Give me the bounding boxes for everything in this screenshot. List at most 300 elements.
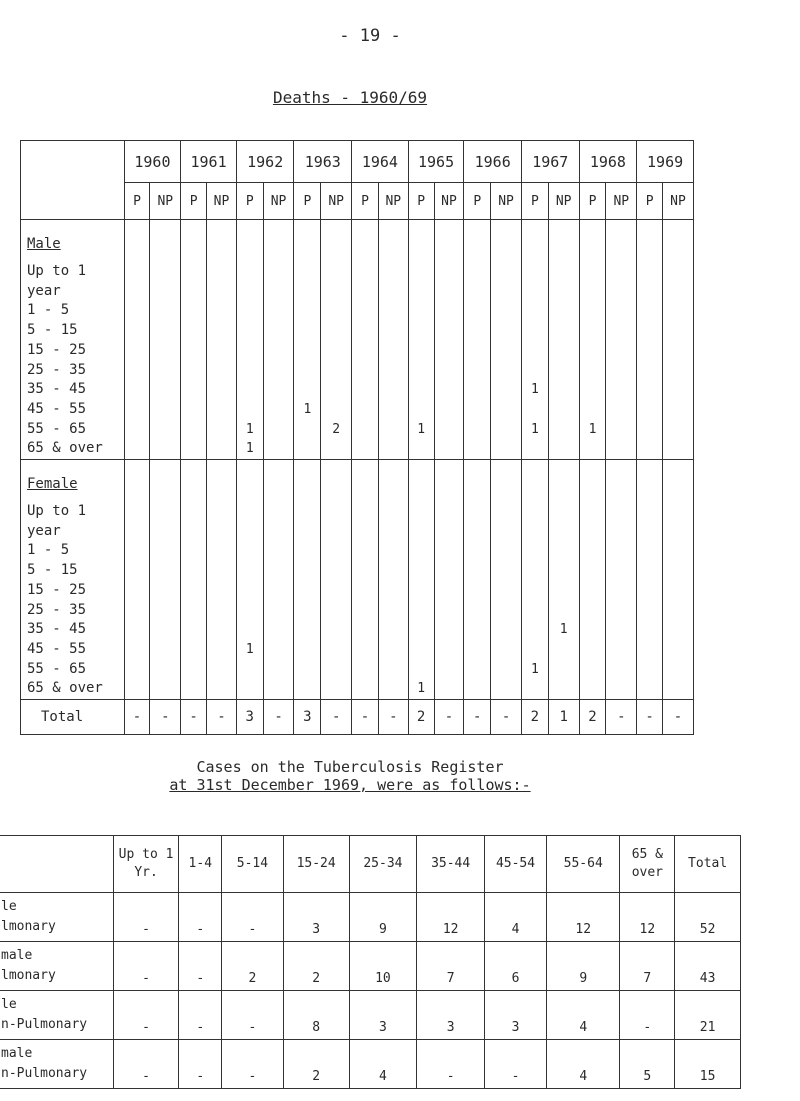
death-count xyxy=(663,679,693,699)
death-count xyxy=(606,341,636,361)
death-count xyxy=(435,282,464,302)
death-count xyxy=(294,640,320,660)
death-count xyxy=(294,522,320,542)
total-cell: - xyxy=(663,700,694,735)
subcolumn-header: P xyxy=(521,183,548,220)
death-count xyxy=(663,581,693,601)
death-count xyxy=(237,262,263,282)
death-count xyxy=(409,282,434,302)
death-count xyxy=(464,640,490,660)
death-count xyxy=(150,321,180,341)
age-group-label: 25 - 35 xyxy=(27,361,87,378)
death-count xyxy=(580,301,606,321)
death-count xyxy=(181,341,206,361)
year-header: 1963 xyxy=(294,141,352,183)
death-count-cell xyxy=(352,460,379,700)
death-count xyxy=(237,660,263,680)
death-count-cell xyxy=(548,460,579,700)
death-count xyxy=(637,620,662,640)
death-count xyxy=(464,360,490,380)
death-count xyxy=(379,581,408,601)
death-count xyxy=(150,420,180,440)
death-count xyxy=(237,600,263,620)
death-count xyxy=(663,541,693,561)
death-count xyxy=(663,561,693,581)
death-count xyxy=(125,262,150,282)
tb-count-cell: 9 xyxy=(349,893,417,942)
death-count xyxy=(321,679,351,699)
year-header: 1965 xyxy=(408,141,464,183)
death-count-cell xyxy=(236,220,263,460)
death-count xyxy=(637,400,662,420)
tb-count-cell: 4 xyxy=(485,893,547,942)
death-count xyxy=(606,640,636,660)
death-count xyxy=(181,380,206,400)
death-count xyxy=(207,301,236,321)
death-count: 1 xyxy=(588,421,597,437)
death-count xyxy=(491,581,521,601)
death-count xyxy=(663,380,693,400)
death-count xyxy=(663,341,693,361)
death-count xyxy=(435,420,464,440)
death-count xyxy=(150,660,180,680)
death-count xyxy=(580,541,606,561)
death-count xyxy=(663,620,693,640)
death-count xyxy=(663,262,693,282)
death-count xyxy=(125,660,150,680)
death-count-cell xyxy=(579,460,606,700)
death-count xyxy=(237,321,263,341)
total-cell: - xyxy=(150,700,181,735)
death-count xyxy=(663,600,693,620)
death-count xyxy=(264,522,294,542)
death-count xyxy=(379,262,408,282)
tb-count-cell: - xyxy=(113,942,179,991)
male-labels-cell xyxy=(21,220,125,460)
death-count xyxy=(207,439,236,459)
death-count-cell xyxy=(408,220,434,460)
death-count xyxy=(549,640,579,660)
death-count xyxy=(491,640,521,660)
tb-count-cell: 43 xyxy=(675,942,741,991)
death-count xyxy=(606,380,636,400)
death-count xyxy=(237,502,263,522)
year-header: 1960 xyxy=(124,141,181,183)
death-count xyxy=(352,439,378,459)
age-range-header: 15-24 xyxy=(283,836,349,893)
death-count xyxy=(522,282,548,302)
death-count xyxy=(207,581,236,601)
age-group-label: Up to 1 xyxy=(27,503,87,520)
death-count xyxy=(294,660,320,680)
death-count xyxy=(181,541,206,561)
death-count xyxy=(379,439,408,459)
death-count xyxy=(150,360,180,380)
death-count xyxy=(150,679,180,699)
death-count xyxy=(207,400,236,420)
subcolumn-header: NP xyxy=(434,183,464,220)
age-group-label: year xyxy=(27,522,61,539)
death-count xyxy=(352,380,378,400)
death-count xyxy=(663,522,693,542)
age-group-label: 65 & over xyxy=(27,680,103,697)
death-count xyxy=(435,262,464,282)
tb-count-cell: - xyxy=(179,893,222,942)
death-count xyxy=(125,420,150,440)
death-count xyxy=(352,522,378,542)
death-count xyxy=(150,600,180,620)
tb-count-cell: - xyxy=(620,991,675,1040)
death-count xyxy=(321,600,351,620)
death-count xyxy=(181,262,206,282)
death-count xyxy=(207,620,236,640)
death-count xyxy=(321,502,351,522)
death-count-cell xyxy=(434,220,464,460)
death-count xyxy=(522,502,548,522)
death-count xyxy=(606,400,636,420)
age-range-header: 45-54 xyxy=(485,836,547,893)
death-count xyxy=(264,541,294,561)
year-header: 1967 xyxy=(521,141,579,183)
death-count xyxy=(491,600,521,620)
death-count xyxy=(409,400,434,420)
death-count xyxy=(491,321,521,341)
death-count xyxy=(663,282,693,302)
tb-category-label: male n-Pulmonary xyxy=(0,1040,113,1089)
death-count xyxy=(264,341,294,361)
tb-count-cell: - xyxy=(179,991,222,1040)
death-count-cell xyxy=(150,220,181,460)
death-count xyxy=(150,541,180,561)
age-range-header: 65 & over xyxy=(620,836,675,893)
death-count xyxy=(491,561,521,581)
subcolumn-header: P xyxy=(352,183,379,220)
death-count xyxy=(580,522,606,542)
death-count-cell xyxy=(434,460,464,700)
death-count xyxy=(150,341,180,361)
death-count xyxy=(321,301,351,321)
death-count xyxy=(606,620,636,640)
death-count xyxy=(580,400,606,420)
death-count xyxy=(663,640,693,660)
subcolumn-header: P xyxy=(464,183,491,220)
death-count xyxy=(264,600,294,620)
tb-count-cell: 3 xyxy=(485,991,547,1040)
death-count xyxy=(663,420,693,440)
tb-count-cell: - xyxy=(179,942,222,991)
death-count xyxy=(606,679,636,699)
male-section-row xyxy=(21,220,694,460)
deaths-table xyxy=(20,140,694,735)
total-cell: - xyxy=(263,700,294,735)
death-count xyxy=(435,679,464,699)
total-cell: - xyxy=(378,700,408,735)
death-count xyxy=(409,439,434,459)
subcolumn-header: P xyxy=(408,183,434,220)
death-count xyxy=(549,522,579,542)
death-count xyxy=(409,301,434,321)
death-count xyxy=(435,561,464,581)
death-count xyxy=(435,640,464,660)
age-range-header: 5-14 xyxy=(222,836,284,893)
death-count xyxy=(522,679,548,699)
death-count xyxy=(321,282,351,302)
death-count xyxy=(150,522,180,542)
year-header: 1964 xyxy=(352,141,409,183)
death-count xyxy=(491,262,521,282)
death-count xyxy=(352,321,378,341)
tb-title-line2: at 31st December 1969, were as follows:- xyxy=(169,776,531,794)
tb-category-label: le n-Pulmonary xyxy=(0,991,113,1040)
death-count xyxy=(125,282,150,302)
death-count xyxy=(150,561,180,581)
age-group-label: 65 & over xyxy=(27,440,103,457)
death-count xyxy=(294,600,320,620)
subcolumn-header: NP xyxy=(663,183,694,220)
death-count xyxy=(321,321,351,341)
death-count xyxy=(522,262,548,282)
death-count xyxy=(294,502,320,522)
death-count xyxy=(580,581,606,601)
death-count xyxy=(264,640,294,660)
death-count xyxy=(409,321,434,341)
death-count xyxy=(549,541,579,561)
tb-count-cell: - xyxy=(222,991,284,1040)
death-count xyxy=(464,561,490,581)
age-range-header: 35-44 xyxy=(417,836,485,893)
death-count xyxy=(435,620,464,640)
death-count xyxy=(150,502,180,522)
death-count-cell xyxy=(464,220,491,460)
death-count xyxy=(264,620,294,640)
death-count-cell xyxy=(663,460,694,700)
subcolumn-header: P xyxy=(236,183,263,220)
death-count-cell xyxy=(521,220,548,460)
death-count xyxy=(125,360,150,380)
death-count xyxy=(294,380,320,400)
death-count xyxy=(150,400,180,420)
death-count xyxy=(606,360,636,380)
death-count xyxy=(181,439,206,459)
death-count: 1 xyxy=(245,421,254,437)
death-count xyxy=(435,581,464,601)
death-count xyxy=(352,341,378,361)
tb-count-cell: 15 xyxy=(675,1040,741,1089)
death-count xyxy=(264,581,294,601)
death-count xyxy=(549,581,579,601)
death-count xyxy=(237,541,263,561)
death-count xyxy=(663,321,693,341)
death-count xyxy=(207,522,236,542)
total-cell: 3 xyxy=(294,700,321,735)
death-count xyxy=(207,420,236,440)
death-count xyxy=(606,301,636,321)
death-count xyxy=(637,502,662,522)
death-count xyxy=(549,502,579,522)
death-count xyxy=(522,400,548,420)
death-count xyxy=(435,341,464,361)
corner-cell xyxy=(21,141,125,220)
death-count xyxy=(352,541,378,561)
death-count xyxy=(207,502,236,522)
death-count xyxy=(150,282,180,302)
death-count xyxy=(321,541,351,561)
death-count xyxy=(321,581,351,601)
death-count xyxy=(181,620,206,640)
death-count xyxy=(321,341,351,361)
death-count xyxy=(181,660,206,680)
tb-count-cell: 8 xyxy=(283,991,349,1040)
subcolumn-header: P xyxy=(637,183,663,220)
death-count xyxy=(150,262,180,282)
age-group-label: 1 - 5 xyxy=(27,302,70,319)
death-count-cell xyxy=(124,460,150,700)
death-count xyxy=(580,600,606,620)
death-count xyxy=(181,561,206,581)
death-count xyxy=(549,600,579,620)
death-count xyxy=(464,502,490,522)
death-count xyxy=(606,660,636,680)
death-count xyxy=(352,640,378,660)
death-count xyxy=(150,581,180,601)
death-count xyxy=(321,620,351,640)
death-count xyxy=(321,360,351,380)
death-count xyxy=(549,301,579,321)
death-count xyxy=(150,640,180,660)
death-count xyxy=(379,321,408,341)
death-count xyxy=(491,439,521,459)
tb-count-cell: - xyxy=(417,1040,485,1089)
tb-count-cell: 9 xyxy=(547,942,620,991)
death-count xyxy=(464,522,490,542)
death-count xyxy=(379,660,408,680)
tb-count-cell: 3 xyxy=(283,893,349,942)
total-cell: 2 xyxy=(521,700,548,735)
death-count xyxy=(549,400,579,420)
age-group-label: 45 - 55 xyxy=(27,640,87,657)
death-count xyxy=(352,400,378,420)
death-count xyxy=(125,600,150,620)
death-count xyxy=(549,380,579,400)
death-count xyxy=(294,282,320,302)
death-count xyxy=(181,400,206,420)
death-count xyxy=(522,541,548,561)
death-count xyxy=(522,620,548,640)
death-count xyxy=(125,640,150,660)
death-count xyxy=(580,660,606,680)
death-count xyxy=(606,321,636,341)
tb-count-cell: 10 xyxy=(349,942,417,991)
death-count xyxy=(549,282,579,302)
tb-count-cell: - xyxy=(222,1040,284,1089)
death-count xyxy=(181,360,206,380)
total-cell: - xyxy=(352,700,379,735)
death-count xyxy=(264,400,294,420)
death-count xyxy=(580,282,606,302)
death-count xyxy=(580,262,606,282)
death-count-cell xyxy=(321,220,352,460)
death-count xyxy=(549,420,579,440)
death-count xyxy=(379,282,408,302)
tb-count-cell: - xyxy=(485,1040,547,1089)
tb-title-line1: Cases on the Tuberculosis Register xyxy=(196,758,504,776)
death-count xyxy=(237,341,263,361)
death-count xyxy=(491,679,521,699)
death-count xyxy=(522,439,548,459)
tb-count-cell: 4 xyxy=(547,991,620,1040)
death-count xyxy=(522,581,548,601)
death-count xyxy=(207,660,236,680)
death-count xyxy=(181,581,206,601)
death-count xyxy=(181,600,206,620)
death-count xyxy=(294,420,320,440)
death-count xyxy=(207,541,236,561)
subcolumn-header: P xyxy=(124,183,150,220)
death-count xyxy=(606,581,636,601)
death-count xyxy=(491,400,521,420)
tb-data-row xyxy=(0,893,741,942)
death-count xyxy=(264,660,294,680)
death-count xyxy=(464,282,490,302)
death-count xyxy=(264,502,294,522)
death-count xyxy=(580,321,606,341)
death-count xyxy=(379,502,408,522)
age-range-header: 25-34 xyxy=(349,836,417,893)
tb-category-label: le lmonary xyxy=(0,893,113,942)
death-count xyxy=(580,439,606,459)
death-count xyxy=(549,561,579,581)
subcolumn-header: NP xyxy=(207,183,237,220)
death-count-cell xyxy=(181,220,207,460)
death-count xyxy=(264,262,294,282)
death-count-cell xyxy=(207,220,237,460)
death-count-cell xyxy=(579,220,606,460)
death-count xyxy=(379,301,408,321)
death-count xyxy=(491,620,521,640)
death-count-cell xyxy=(663,220,694,460)
death-count xyxy=(207,321,236,341)
tb-category-label: male lmonary xyxy=(0,942,113,991)
death-count xyxy=(637,561,662,581)
death-count xyxy=(522,321,548,341)
death-count xyxy=(409,541,434,561)
death-count xyxy=(663,301,693,321)
death-count xyxy=(522,600,548,620)
death-count-cell xyxy=(150,460,181,700)
death-count xyxy=(352,420,378,440)
death-count xyxy=(125,380,150,400)
death-count: 1 xyxy=(559,622,568,638)
age-range-header: Total xyxy=(675,836,741,893)
death-count xyxy=(125,301,150,321)
death-count xyxy=(464,439,490,459)
tb-count-cell: - xyxy=(222,893,284,942)
subcolumn-header: NP xyxy=(321,183,352,220)
death-count xyxy=(491,522,521,542)
death-count xyxy=(294,341,320,361)
death-count xyxy=(464,541,490,561)
death-count xyxy=(637,660,662,680)
death-count-cell xyxy=(124,220,150,460)
death-count xyxy=(637,360,662,380)
death-count xyxy=(491,420,521,440)
age-group-label: year xyxy=(27,282,61,299)
death-count xyxy=(409,600,434,620)
death-count xyxy=(549,360,579,380)
death-count xyxy=(379,620,408,640)
tb-count-cell: 4 xyxy=(547,1040,620,1089)
death-count xyxy=(321,380,351,400)
